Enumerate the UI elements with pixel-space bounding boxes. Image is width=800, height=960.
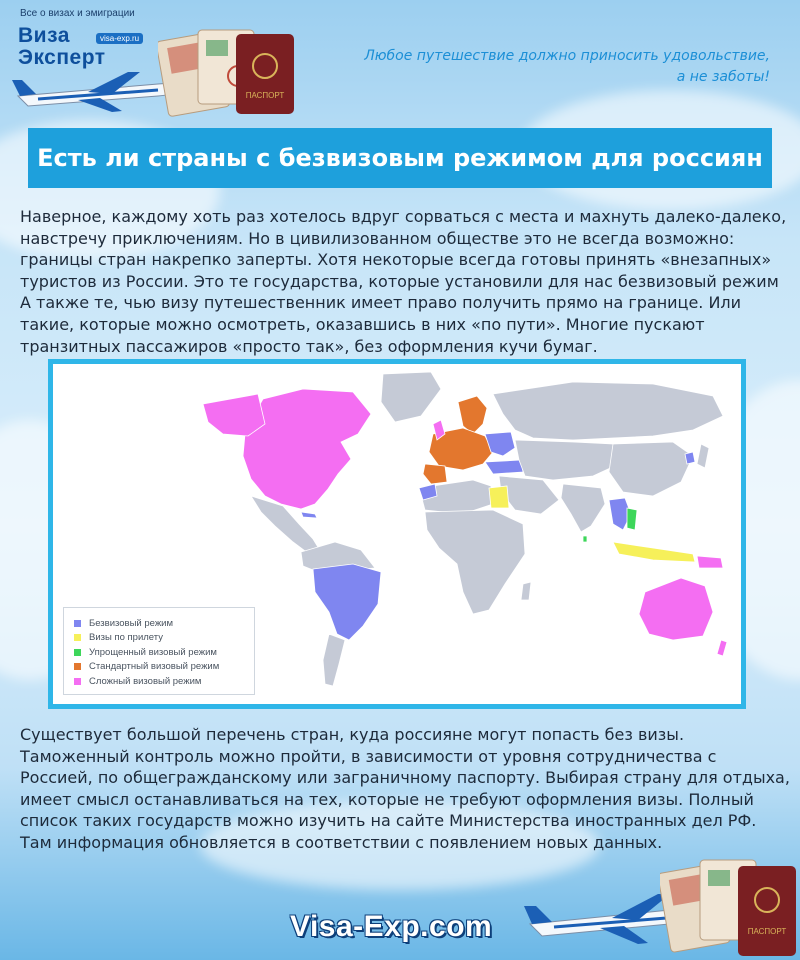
legend-item-visa-on-arrival: [74, 631, 244, 646]
legend-label: Визы по прилету: [89, 632, 163, 644]
map-legend: [63, 607, 255, 695]
tagline-line-1: Любое путешествие должно приносить удовольствие,: [364, 48, 770, 64]
passport-text: ПАСПОРТ: [245, 91, 285, 100]
world-visa-map: [48, 359, 746, 709]
map-region-australia: [639, 578, 713, 640]
map-region-japan: [697, 444, 709, 468]
article-paragraph-2: Существует большой перечень стран, куда россияне могут попасть без визы. Таможенный контроль можно пройти, в зависимости от уровня сотрудничества с Россией, по общегражданскому или заграничному паспорту. Выбирая страну для отдыха, имеет смысл останавливаться на тех, которые не требуют оформления визы. Полный список таких государств можно изучить на сайте Министерства иностранных дел РФ. Там информация обновляется в соответствии с появлением новых данных.: [20, 725, 790, 852]
map-canvas: [53, 364, 741, 704]
footer-passport-icon: [660, 854, 800, 960]
map-region-turkey-free: [485, 460, 523, 474]
map-region-korea-free: [685, 452, 695, 464]
logo-word-expert: Эксперт: [18, 46, 106, 69]
article-title-bar: [28, 128, 772, 188]
footer-site-name[interactable]: Visa-Exp.com: [290, 910, 493, 943]
legend-item-complex: [74, 674, 244, 689]
map-region-india: [561, 484, 605, 532]
map-region-madagascar: [521, 582, 531, 600]
tagline-line-2: а не заботы!: [676, 69, 770, 85]
site-header: [0, 0, 800, 125]
map-region-south-america-visa-free: [313, 564, 381, 640]
map-region-russia: [493, 382, 723, 440]
map-region-new-zealand: [717, 640, 727, 656]
passport-icon: [158, 26, 298, 118]
article-title: Есть ли страны с безвизовым режимом для россиян: [37, 144, 763, 172]
map-region-south-america-south: [323, 634, 345, 686]
map-region-iberia: [423, 464, 447, 484]
legend-swatch: [74, 620, 81, 627]
legend-swatch: [74, 634, 81, 641]
logo-badge: visa-exp.ru: [96, 33, 143, 44]
site-tagline: [310, 46, 770, 88]
legend-swatch: [74, 649, 81, 656]
legend-label: Упрощенный визовый режим: [89, 646, 217, 658]
logo-word-visa: Виза: [18, 24, 70, 47]
legend-label: Сложный визовый режим: [89, 675, 202, 687]
legend-item-simplified: [74, 645, 244, 660]
map-region-china: [609, 442, 693, 496]
map-region-greenland: [381, 372, 441, 422]
map-region-central-asia: [515, 440, 619, 480]
map-region-vietnam: [627, 508, 637, 530]
map-region-indonesia: [613, 542, 695, 562]
map-region-alaska: [203, 394, 265, 436]
map-region-new-guinea: [697, 556, 723, 568]
legend-item-standard: [74, 660, 244, 675]
footer-passport-text: ПАСПОРТ: [747, 927, 787, 936]
map-region-north-america: [243, 389, 371, 509]
map-region-caribbean: [301, 512, 317, 518]
legend-swatch: [74, 663, 81, 670]
map-region-egypt: [489, 486, 509, 508]
article-paragraph-1: Наверное, каждому хоть раз хотелось вдруг сорваться с места и махнуть далеко-далеко, навстречу приключениям. Но в цивилизованном обществе это не всегда возможно: границы стран накрепко заперты. Хотя некоторые всегда готовы принять «внезапных» туристов из России. Это те государства, которые установили для нас безвизовый режим А также те, чью визу путешественник имеет право получить прямо на границе. Или такие, которые можно осмотреть, оказавшись в них «по пути». Многие пускают транзитных пассажиров «просто так», без оформления кучи бумаг.: [20, 207, 787, 356]
legend-label: Стандартный визовый режим: [89, 661, 220, 673]
logo-subtitle: Все о визах и эмиграции: [20, 8, 135, 19]
map-region-sri-lanka: [583, 536, 587, 542]
map-region-sub-saharan-africa: [425, 510, 525, 614]
legend-item-visa-free: [74, 616, 244, 631]
site-footer: [0, 880, 800, 960]
legend-swatch: [74, 678, 81, 685]
site-logo[interactable]: [8, 4, 298, 119]
legend-label: Безвизовый режим: [89, 617, 174, 629]
